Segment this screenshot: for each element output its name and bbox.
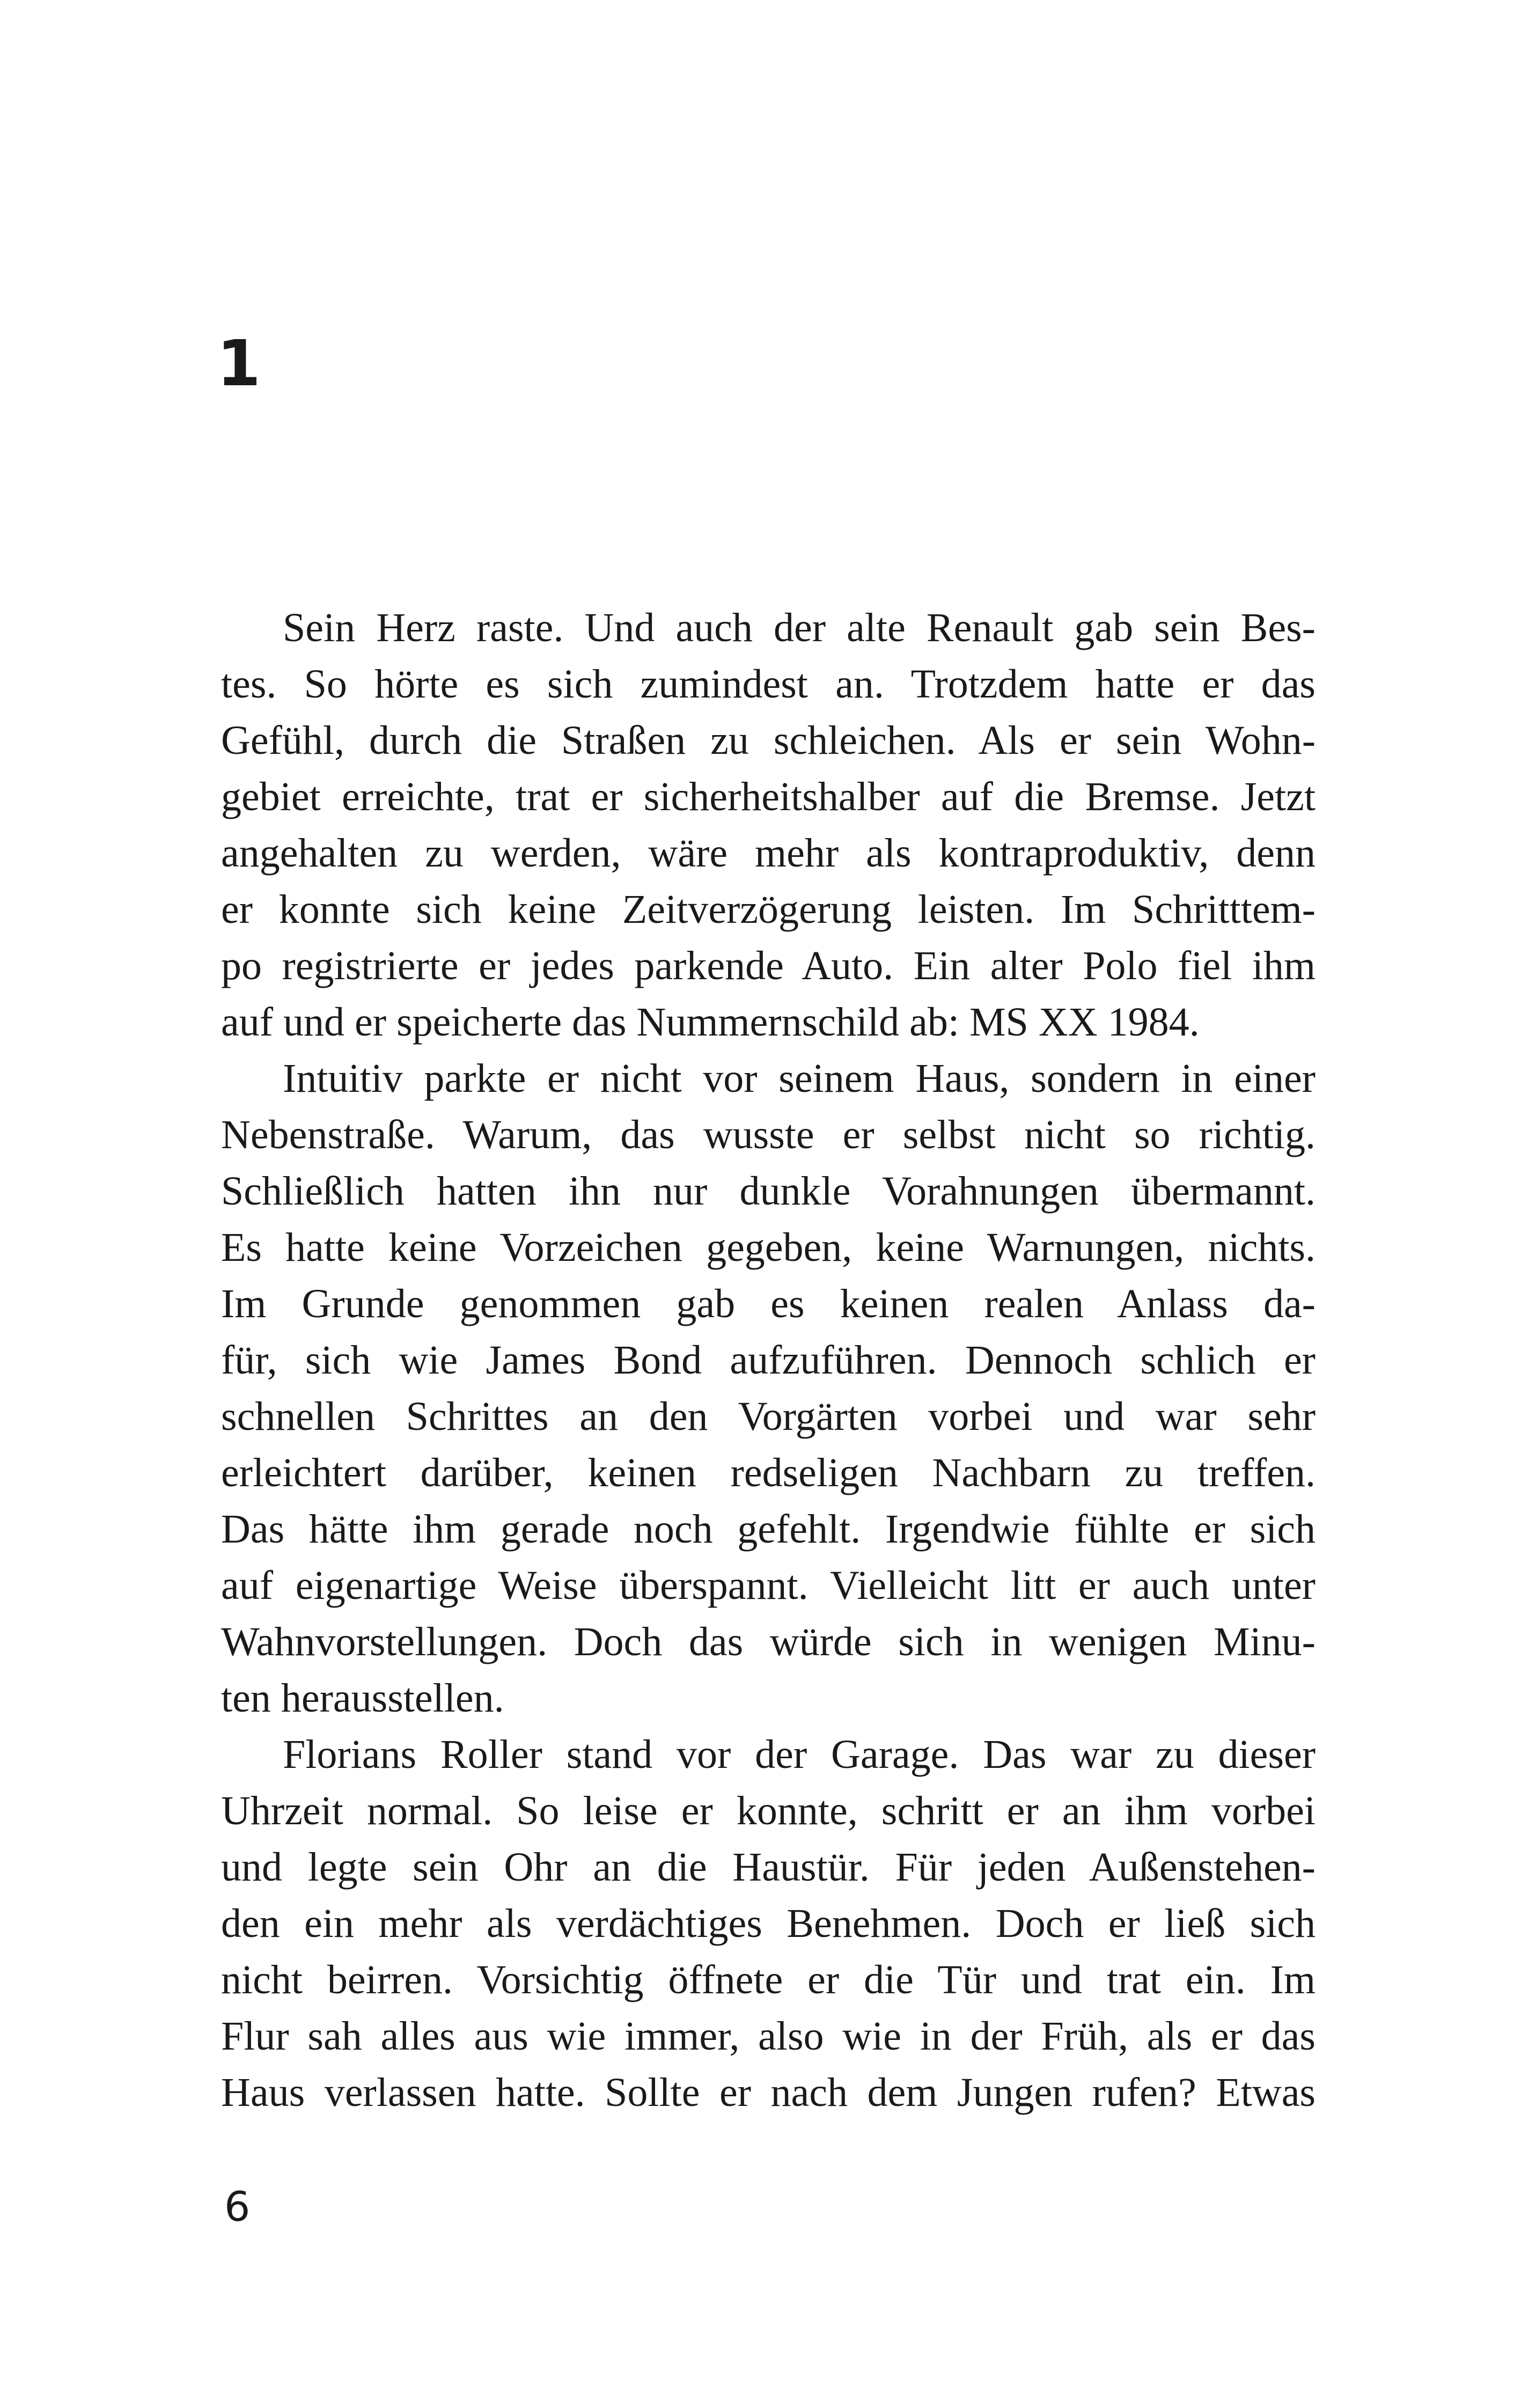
text-line: Haus verlassen hatte. Sollte er nach dem Jungen rufen? Etwas <box>221 2070 1316 2115</box>
paragraph <box>221 1051 1316 1727</box>
text-line: Gefühl, durch die Straßen zu schleichen. Als er sein Wohn- <box>221 718 1316 763</box>
text-line: Sein Herz raste. Und auch der alte Renault gab sein Bes- <box>283 605 1316 650</box>
text-line: Wahnvorstellungen. Doch das würde sich in wenigen Minu- <box>221 1619 1316 1664</box>
text-line: und legte sein Ohr an die Haustür. Für jeden Außenstehen- <box>221 1845 1316 1890</box>
text-line: po registrierte er jedes parkende Auto. Ein alter Polo fiel ihm <box>221 943 1316 988</box>
text-line: Florians Roller stand vor der Garage. Das war zu dieser <box>283 1732 1316 1777</box>
text-line: schnellen Schrittes an den Vorgärten vorbei und war sehr <box>221 1394 1316 1439</box>
text-line: gebiet erreichte, trat er sicherheitshalber auf die Bremse. Jetzt <box>221 774 1316 819</box>
paragraph <box>221 600 1316 1051</box>
text-line: ten herausstellen. <box>221 1676 504 1721</box>
page-number: 6 <box>224 2183 251 2230</box>
text-line: tes. So hörte es sich zumindest an. Trotzdem hatte er das <box>221 662 1316 707</box>
text-line: Flur sah alles aus wie immer, also wie in der Früh, als er das <box>221 2014 1316 2059</box>
text-line: Nebenstraße. Warum, das wusste er selbst nicht so richtig. <box>221 1112 1316 1157</box>
text-line: er konnte sich keine Zeitverzögerung leisten. Im Schritttem- <box>221 887 1316 932</box>
text-line: auf eigenartige Weise überspannt. Vielleicht litt er auch unter <box>221 1563 1316 1608</box>
text-line: auf und er speicherte das Nummernschild ab: MS XX 1984. <box>221 1000 1200 1045</box>
text-line: Intuitiv parkte er nicht vor seinem Haus, sondern in einer <box>283 1056 1316 1101</box>
text-line: Das hätte ihm gerade noch gefehlt. Irgendwie fühlte er sich <box>221 1507 1316 1552</box>
text-line: für, sich wie James Bond aufzuführen. Dennoch schlich er <box>221 1338 1316 1383</box>
text-line: Es hatte keine Vorzeichen gegeben, keine Warnungen, nichts. <box>221 1225 1316 1270</box>
text-line: erleichtert darüber, keinen redseligen Nachbarn zu treffen. <box>221 1450 1316 1495</box>
text-line: nicht beirren. Vorsichtig öffnete er die Tür und trat ein. Im <box>221 1957 1316 2002</box>
text-line: Schließlich hatten ihn nur dunkle Vorahnungen übermannt. <box>221 1169 1316 1214</box>
chapter-number: 1 <box>217 326 261 400</box>
text-line: Uhrzeit normal. So leise er konnte, schritt er an ihm vorbei <box>221 1788 1316 1833</box>
body-text <box>221 600 1316 2121</box>
text-line: den ein mehr als verdächtiges Benehmen. Doch er ließ sich <box>221 1901 1316 1946</box>
text-line: Im Grunde genommen gab es keinen realen Anlass da- <box>221 1281 1316 1326</box>
paragraph <box>221 1727 1316 2121</box>
text-line: angehalten zu werden, wäre mehr als kontraproduktiv, denn <box>221 831 1316 876</box>
